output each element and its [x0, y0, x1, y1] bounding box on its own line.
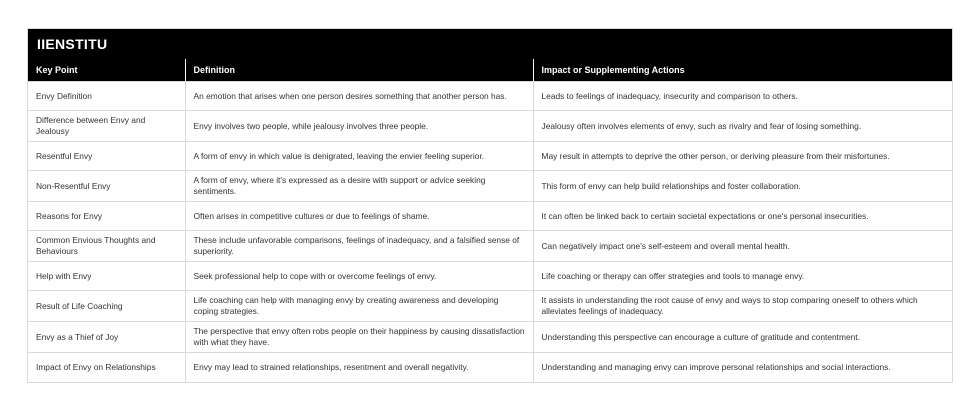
cell-impact: Understanding and managing envy can improve personal relationships and social interactions. [533, 353, 952, 382]
cell-impact: This form of envy can help build relationships and foster collaboration. [533, 171, 952, 202]
cell-definition: Envy may lead to strained relationships, resentment and overall negativity. [185, 353, 533, 382]
cell-impact: May result in attempts to deprive the other person, or deriving pleasure from their misfortunes. [533, 142, 952, 171]
cell-impact: It assists in understanding the root cause of envy and ways to stop comparing oneself to others which alleviates feelings of inadequacy. [533, 291, 952, 322]
table-container [27, 28, 953, 383]
cell-key-point: Envy Definition [28, 82, 185, 111]
table-row [28, 291, 952, 322]
key-point-table [28, 59, 952, 382]
table-row [28, 82, 952, 111]
cell-definition: Often arises in competitive cultures or due to feelings of shame. [185, 202, 533, 231]
table-row [28, 322, 952, 353]
table-row [28, 171, 952, 202]
cell-definition: The perspective that envy often robs people on their happiness by causing dissatisfaction with what they have. [185, 322, 533, 353]
table-row [28, 142, 952, 171]
cell-impact: Understanding this perspective can encourage a culture of gratitude and contentment. [533, 322, 952, 353]
cell-impact: Life coaching or therapy can offer strategies and tools to manage envy. [533, 262, 952, 291]
cell-impact: It can often be linked back to certain societal expectations or one's personal insecurities. [533, 202, 952, 231]
cell-key-point: Non-Resentful Envy [28, 171, 185, 202]
cell-definition: A form of envy in which value is denigrated, leaving the envier feeling superior. [185, 142, 533, 171]
cell-impact: Jealousy often involves elements of envy, such as rivalry and fear of losing something. [533, 111, 952, 142]
cell-key-point: Envy as a Thief of Joy [28, 322, 185, 353]
header-impact: Impact or Supplementing Actions [533, 59, 952, 82]
cell-key-point: Result of Life Coaching [28, 291, 185, 322]
cell-key-point: Impact of Envy on Relationships [28, 353, 185, 382]
table-row [28, 202, 952, 231]
table-row [28, 353, 952, 382]
cell-key-point: Help with Envy [28, 262, 185, 291]
cell-definition: A form of envy, where it's expressed as a desire with support or advice seeking sentiments. [185, 171, 533, 202]
cell-definition: Seek professional help to cope with or overcome feelings of envy. [185, 262, 533, 291]
cell-key-point: Difference between Envy and Jealousy [28, 111, 185, 142]
table-row [28, 231, 952, 262]
table-header-row [28, 59, 952, 82]
header-definition: Definition [185, 59, 533, 82]
cell-key-point: Resentful Envy [28, 142, 185, 171]
cell-definition: An emotion that arises when one person desires something that another person has. [185, 82, 533, 111]
cell-key-point: Common Envious Thoughts and Behaviours [28, 231, 185, 262]
cell-definition: These include unfavorable comparisons, feelings of inadequacy, and a falsified sense of superiority. [185, 231, 533, 262]
table-row [28, 262, 952, 291]
header-key-point: Key Point [28, 59, 185, 82]
cell-impact: Can negatively impact one's self-esteem and overall mental health. [533, 231, 952, 262]
cell-definition: Life coaching can help with managing envy by creating awareness and developing coping strategies. [185, 291, 533, 322]
brand-title: IIENSTITU [28, 29, 952, 59]
cell-definition: Envy involves two people, while jealousy involves three people. [185, 111, 533, 142]
cell-key-point: Reasons for Envy [28, 202, 185, 231]
cell-impact: Leads to feelings of inadequacy, insecurity and comparison to others. [533, 82, 952, 111]
table-row [28, 111, 952, 142]
